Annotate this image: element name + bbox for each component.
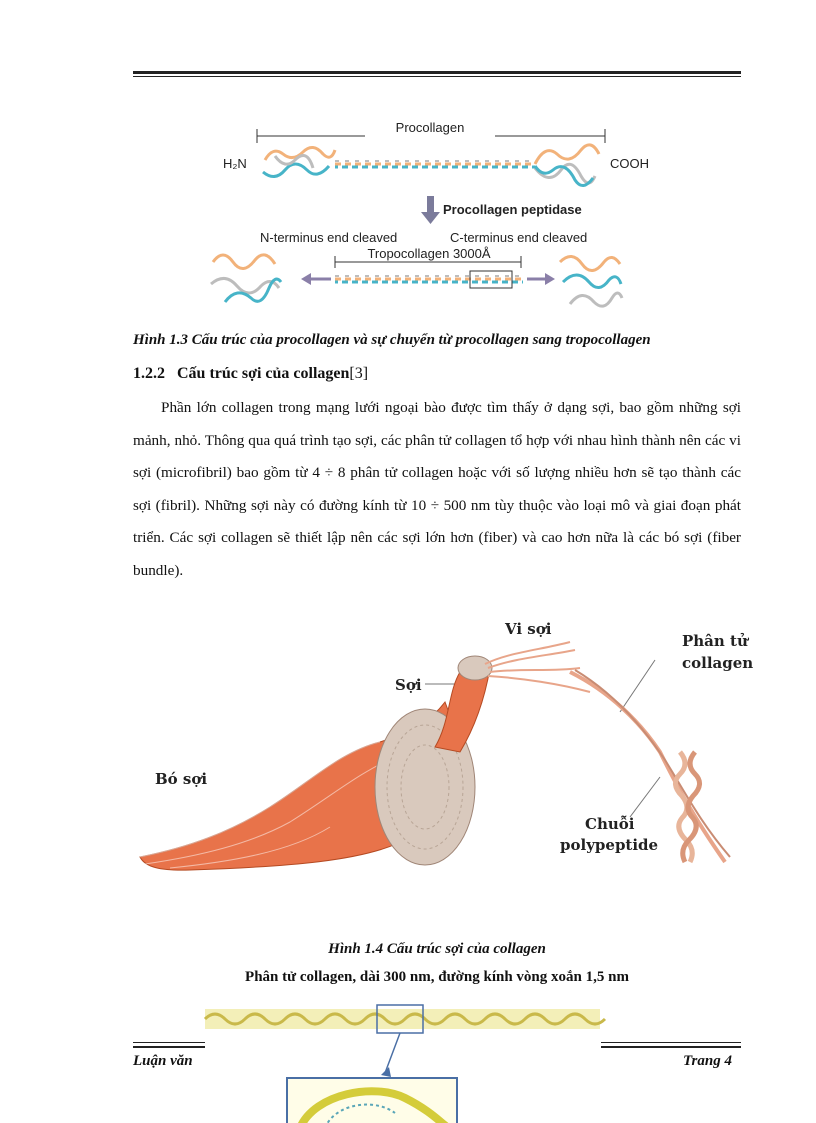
procollagen-label: Procollagen xyxy=(395,120,465,135)
tropocollagen-helix xyxy=(335,271,523,288)
header-rule-thin xyxy=(133,76,741,77)
footer-rule-right-thick xyxy=(601,1046,741,1048)
enzyme-label: Procollagen peptidase xyxy=(443,202,582,217)
c-cleaved-label: C-terminus end cleaved xyxy=(450,230,588,245)
soi-label: Sợi xyxy=(395,676,422,694)
procollagen-figure xyxy=(205,112,649,327)
down-arrow-icon xyxy=(421,196,440,224)
collagen-fiber-figure xyxy=(130,612,754,882)
vi-soi-label: Vi sợi xyxy=(505,620,552,638)
footer-left: Luận văn xyxy=(133,1053,193,1069)
h2n-label: H₂N xyxy=(223,156,247,171)
c-terminus-fragments xyxy=(560,256,622,306)
collagen-molecule-figure xyxy=(205,1003,605,1123)
figure-1-4-caption: Hình 1.4 Cấu trúc sợi của collagen xyxy=(328,941,546,957)
footer-rule-right-thin xyxy=(601,1042,741,1043)
header-rule-thick xyxy=(133,71,741,74)
section-number: 1.2.2 xyxy=(133,365,165,382)
right-arrow-icon xyxy=(527,273,555,285)
procollagen-helix xyxy=(263,145,599,186)
n-cleaved-label: N-terminus end cleaved xyxy=(260,230,398,245)
figure-1-3-caption: Hình 1.3 Cấu trúc của procollagen và sự chuyển từ procollagen sang tropocollagen xyxy=(133,332,651,348)
left-arrow-icon xyxy=(301,273,331,285)
footer-right: Trang 4 xyxy=(682,1053,732,1069)
footer-rule-left-thick xyxy=(133,1046,205,1048)
figure-next-caption: Phân tử collagen, dài 300 nm, đường kính vòng xoắn 1,5 nm xyxy=(245,969,629,985)
zoom-arrow xyxy=(385,1033,400,1073)
footer-rule-left-thin xyxy=(133,1042,205,1043)
collagen-molecule-illustration xyxy=(570,670,730,862)
cooh-label: COOH xyxy=(610,156,649,171)
microfibril-illustration xyxy=(485,642,590,692)
section-heading xyxy=(133,365,368,383)
section-paragraph: Phần lớn collagen trong mạng lưới ngoại bào được tìm thấy ở dạng sợi, bao gồm những sợi mảnh, nhỏ. Thông qua quá trình tạo sợi, các phân tử collagen tổ hợp với nhau hình thành nên các vi sợi (microfibril) bao gồm từ 4 ÷ 8 phân tử collagen hoặc với số lượng nhiều hơn sẽ tạo thành các sợi (fibril). Những sợi này có đường kính từ 10 ÷ 500 nm tùy thuộc vào loại mô và giai đoạn phát triển. Các sợi collagen sẽ thiết lập nên các sợi lớn hơn (fiber) và cao hơn nữa là các bó sợi (fiber bundle). xyxy=(133,399,741,579)
phan-tu-label-2: collagen xyxy=(682,654,754,672)
chuoi-label-2: polypeptide xyxy=(560,836,659,854)
n-terminus-fragments xyxy=(211,255,281,302)
bo-soi-label: Bó sợi xyxy=(155,770,208,788)
phan-tu-label-1: Phân tử xyxy=(682,632,748,650)
chuoi-label-1: Chuỗi xyxy=(585,815,635,833)
section-ref: [3] xyxy=(349,365,369,382)
tropocollagen-label: Tropocollagen 3000Å xyxy=(367,246,491,261)
section-title: Cấu trúc sợi của collagen xyxy=(177,365,350,382)
